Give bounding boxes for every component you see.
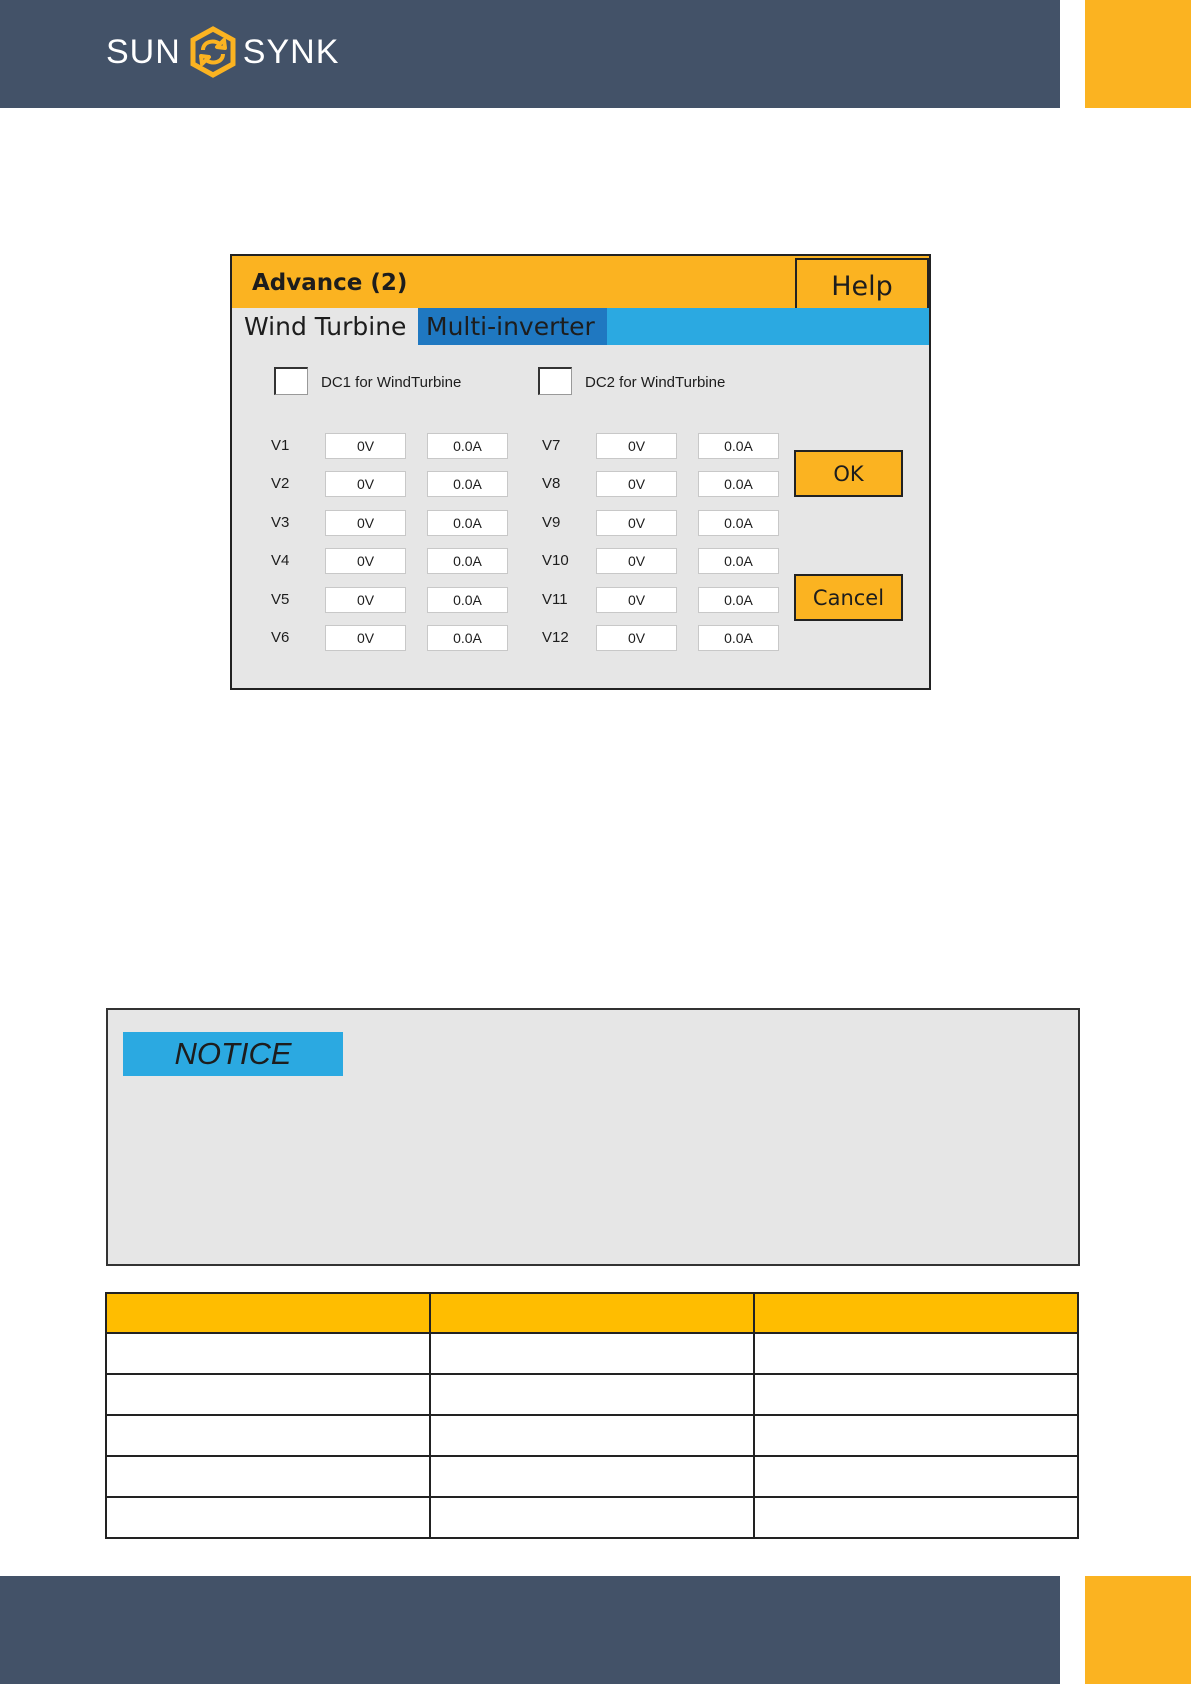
v8-voltage-field[interactable]: 0V	[596, 471, 677, 497]
help-button[interactable]: Help	[795, 258, 929, 315]
v3-current-field[interactable]: 0.0A	[427, 510, 508, 536]
table-header-row	[106, 1293, 1078, 1333]
table-row	[106, 1415, 1078, 1456]
table-row	[106, 1333, 1078, 1374]
dialog-title: Advance (2)	[252, 270, 408, 296]
v8-current-field[interactable]: 0.0A	[698, 471, 779, 497]
logo-hexagon-icon	[189, 26, 237, 78]
table-cell	[754, 1374, 1078, 1415]
v12-voltage-field[interactable]: 0V	[596, 625, 677, 651]
row-label-v11: V11	[542, 591, 568, 608]
row-label-v1: V1	[271, 437, 290, 454]
table-cell	[430, 1456, 754, 1497]
table-header-cell	[754, 1293, 1078, 1333]
spec-table	[105, 1292, 1079, 1539]
dc1-windturbine-checkbox[interactable]	[274, 367, 308, 395]
v1-voltage-field[interactable]: 0V	[325, 433, 406, 459]
table-cell	[106, 1333, 430, 1374]
cancel-button[interactable]: Cancel	[794, 574, 903, 621]
notice-badge: NOTICE	[123, 1032, 343, 1076]
v3-voltage-field[interactable]: 0V	[325, 510, 406, 536]
table-cell	[754, 1333, 1078, 1374]
advance-dialog	[230, 254, 931, 690]
v5-current-field[interactable]: 0.0A	[427, 587, 508, 613]
table-cell	[430, 1374, 754, 1415]
table-row	[106, 1456, 1078, 1497]
v6-voltage-field[interactable]: 0V	[325, 625, 406, 651]
table-cell	[106, 1456, 430, 1497]
v2-current-field[interactable]: 0.0A	[427, 471, 508, 497]
tab-multi-inverter[interactable]: Multi-inverter	[418, 308, 607, 345]
v4-current-field[interactable]: 0.0A	[427, 548, 508, 574]
notice-box	[106, 1008, 1080, 1266]
row-label-v12: V12	[542, 629, 569, 646]
tab-wind-turbine[interactable]: Wind Turbine	[232, 308, 418, 345]
dc1-windturbine-label: DC1 for WindTurbine	[321, 374, 462, 391]
footer-accent-tab	[1085, 1576, 1191, 1684]
v10-voltage-field[interactable]: 0V	[596, 548, 677, 574]
v6-current-field[interactable]: 0.0A	[427, 625, 508, 651]
table-cell	[754, 1497, 1078, 1538]
table-cell	[430, 1497, 754, 1538]
v7-current-field[interactable]: 0.0A	[698, 433, 779, 459]
row-label-v2: V2	[271, 475, 290, 492]
sunsynk-logo	[106, 26, 339, 78]
v11-voltage-field[interactable]: 0V	[596, 587, 677, 613]
v12-current-field[interactable]: 0.0A	[698, 625, 779, 651]
row-label-v3: V3	[271, 514, 290, 531]
v4-voltage-field[interactable]: 0V	[325, 548, 406, 574]
table-header-cell	[106, 1293, 430, 1333]
v10-current-field[interactable]: 0.0A	[698, 548, 779, 574]
v1-current-field[interactable]: 0.0A	[427, 433, 508, 459]
table-row	[106, 1497, 1078, 1538]
logo-text-right: SYNK	[242, 32, 340, 71]
table-cell	[430, 1415, 754, 1456]
row-label-v9: V9	[542, 514, 561, 531]
v2-voltage-field[interactable]: 0V	[325, 471, 406, 497]
row-label-v6: V6	[271, 629, 290, 646]
table-cell	[754, 1456, 1078, 1497]
v5-voltage-field[interactable]: 0V	[325, 587, 406, 613]
table-cell	[106, 1497, 430, 1538]
header-accent-tab	[1085, 0, 1191, 108]
table-row	[106, 1374, 1078, 1415]
table-cell	[430, 1333, 754, 1374]
v9-voltage-field[interactable]: 0V	[596, 510, 677, 536]
dc2-windturbine-label: DC2 for WindTurbine	[585, 374, 726, 391]
table-cell	[106, 1374, 430, 1415]
table-header-cell	[430, 1293, 754, 1333]
footer-bar	[0, 1576, 1060, 1684]
row-label-v4: V4	[271, 552, 290, 569]
table-cell	[754, 1415, 1078, 1456]
v11-current-field[interactable]: 0.0A	[698, 587, 779, 613]
logo-text-left: SUN	[106, 32, 181, 71]
row-label-v8: V8	[542, 475, 561, 492]
ok-button[interactable]: OK	[794, 450, 903, 497]
table-cell	[106, 1415, 430, 1456]
row-label-v7: V7	[542, 437, 561, 454]
row-label-v5: V5	[271, 591, 290, 608]
dc2-windturbine-checkbox[interactable]	[538, 367, 572, 395]
v7-voltage-field[interactable]: 0V	[596, 433, 677, 459]
v9-current-field[interactable]: 0.0A	[698, 510, 779, 536]
row-label-v10: V10	[542, 552, 569, 569]
